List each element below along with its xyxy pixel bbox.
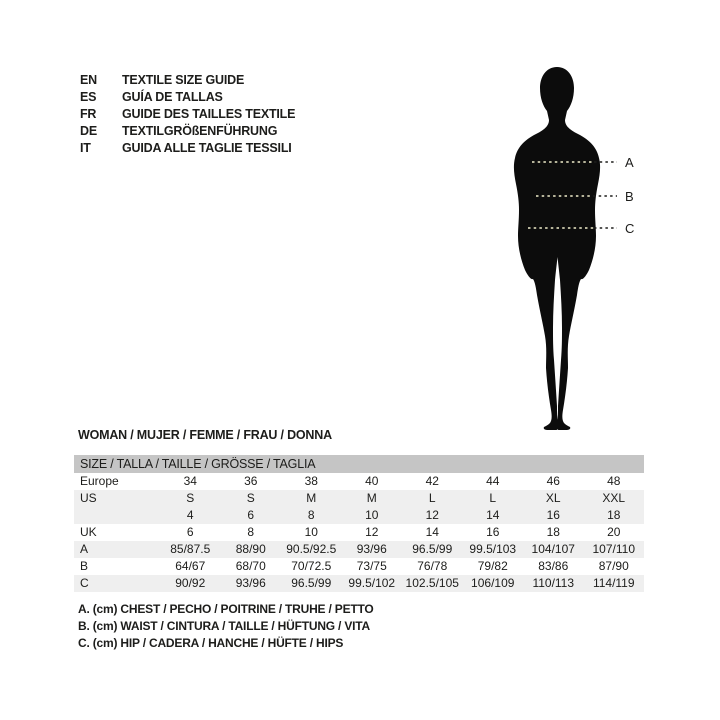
size-value-cell: 44	[486, 474, 500, 488]
size-table	[74, 455, 644, 592]
size-value-cell: 73/75	[356, 559, 387, 573]
table-row	[74, 541, 644, 558]
size-value-cell: 93/96	[356, 542, 387, 556]
language-title: GUIDE DES TAILLES TEXTILE	[122, 107, 296, 121]
measure-label-c: C	[625, 221, 635, 236]
language-title: GUÍA DE TALLAS	[122, 90, 223, 104]
size-table-header: SIZE / TALLA / TAILLE / GRÖSSE / TAGLIA	[74, 455, 644, 473]
row-label: Europe	[80, 474, 119, 488]
size-value-cell: 40	[365, 474, 379, 488]
size-value-cell: 102.5/105	[405, 576, 459, 590]
row-label: C	[80, 576, 89, 590]
size-value-cell: 83/86	[538, 559, 569, 573]
size-value-cell: 10	[304, 525, 318, 539]
language-code: IT	[80, 141, 91, 155]
measurement-legend	[78, 601, 374, 652]
size-value-cell: XXL	[602, 491, 626, 505]
size-value-cell: 99.5/102	[348, 576, 396, 590]
language-title: GUIDA ALLE TAGLIE TESSILI	[122, 141, 292, 155]
size-value-cell: 48	[607, 474, 621, 488]
size-value-cell: 106/109	[471, 576, 515, 590]
size-value-cell: 70/72.5	[291, 559, 332, 573]
size-value-cell: 110/113	[532, 576, 575, 590]
language-list	[80, 72, 295, 157]
language-code: ES	[80, 90, 97, 104]
size-value-cell: 90.5/92.5	[286, 542, 337, 556]
size-value-cell: 104/107	[531, 542, 575, 556]
size-value-cell: 8	[247, 525, 255, 539]
size-value-cell: 76/78	[417, 559, 448, 573]
female-silhouette	[514, 67, 600, 430]
size-value-cell: 34	[183, 474, 197, 488]
size-table-body	[74, 473, 644, 592]
legend-line-chest: A. (cm) CHEST / PECHO / POITRINE / TRUHE / PETTO	[78, 602, 374, 616]
measure-label-b: B	[625, 189, 634, 204]
size-value-cell: 93/96	[235, 576, 266, 590]
table-row	[74, 524, 644, 541]
size-value-cell: 12	[365, 525, 379, 539]
table-row	[74, 473, 644, 490]
size-value-cell: 46	[546, 474, 560, 488]
row-label	[74, 507, 160, 524]
row-label: A	[80, 542, 89, 556]
size-value-cell: 36	[244, 474, 258, 488]
size-value-cell: 64/67	[175, 559, 206, 573]
table-row	[74, 558, 644, 575]
size-value-cell: 114/119	[592, 576, 635, 590]
table-row	[74, 507, 644, 524]
row-label: US	[80, 491, 97, 505]
row-label: UK	[80, 525, 97, 539]
size-value-cell: 16	[546, 508, 560, 522]
size-value-cell: M	[306, 491, 317, 505]
language-row-it	[80, 140, 295, 157]
size-value-cell: M	[366, 491, 377, 505]
size-value-cell: 6	[186, 525, 194, 539]
size-value-cell: 4	[186, 508, 194, 522]
size-value-cell: L	[489, 491, 497, 505]
size-value-cell: L	[428, 491, 436, 505]
size-value-cell: 6	[247, 508, 255, 522]
size-value-cell: S	[246, 491, 255, 505]
size-value-cell: 10	[365, 508, 379, 522]
size-value-cell: 14	[425, 525, 439, 539]
size-value-cell: S	[186, 491, 195, 505]
size-value-cell: 18	[607, 508, 621, 522]
language-code: EN	[80, 73, 97, 87]
size-value-cell: 8	[307, 508, 315, 522]
legend-line-waist: B. (cm) WAIST / CINTURA / TAILLE / HÜFTUNG / VITA	[78, 619, 370, 633]
size-value-cell: 96.5/99	[291, 576, 332, 590]
language-row-en	[80, 72, 295, 89]
size-value-cell: 18	[546, 525, 560, 539]
size-value-cell: 42	[425, 474, 439, 488]
size-value-cell: 85/87.5	[170, 542, 211, 556]
language-title: TEXTILGRÖßENFÜHRUNG	[122, 124, 278, 138]
measure-label-a: A	[625, 155, 634, 170]
size-value-cell: 96.5/99	[412, 542, 453, 556]
silhouette-svg	[500, 60, 670, 440]
legend-line-hip: C. (cm) HIP / CADERA / HANCHE / HÜFTE / HIPS	[78, 636, 344, 650]
size-value-cell: 38	[304, 474, 318, 488]
size-value-cell: 88/90	[235, 542, 266, 556]
size-value-cell: 87/90	[598, 559, 629, 573]
section-title: WOMAN / MUJER / FEMME / FRAU / DONNA	[78, 428, 332, 442]
table-row	[74, 490, 644, 507]
size-value-cell: 99.5/103	[469, 542, 517, 556]
size-value-cell: 20	[607, 525, 621, 539]
size-value-cell: 68/70	[235, 559, 266, 573]
size-value-cell: 79/82	[477, 559, 508, 573]
language-row-fr	[80, 106, 295, 123]
table-row	[74, 575, 644, 592]
size-value-cell: 12	[425, 508, 439, 522]
language-title: TEXTILE SIZE GUIDE	[122, 73, 245, 87]
size-value-cell: 14	[486, 508, 500, 522]
language-code: FR	[80, 107, 97, 121]
female-silhouette-figure	[500, 60, 670, 440]
language-row-de	[80, 123, 295, 140]
size-value-cell: 107/110	[592, 542, 635, 556]
size-value-cell: 90/92	[175, 576, 206, 590]
row-label: B	[80, 559, 89, 573]
size-value-cell: 16	[486, 525, 500, 539]
language-code: DE	[80, 124, 97, 138]
language-row-es	[80, 89, 295, 106]
size-value-cell: XL	[545, 491, 561, 505]
